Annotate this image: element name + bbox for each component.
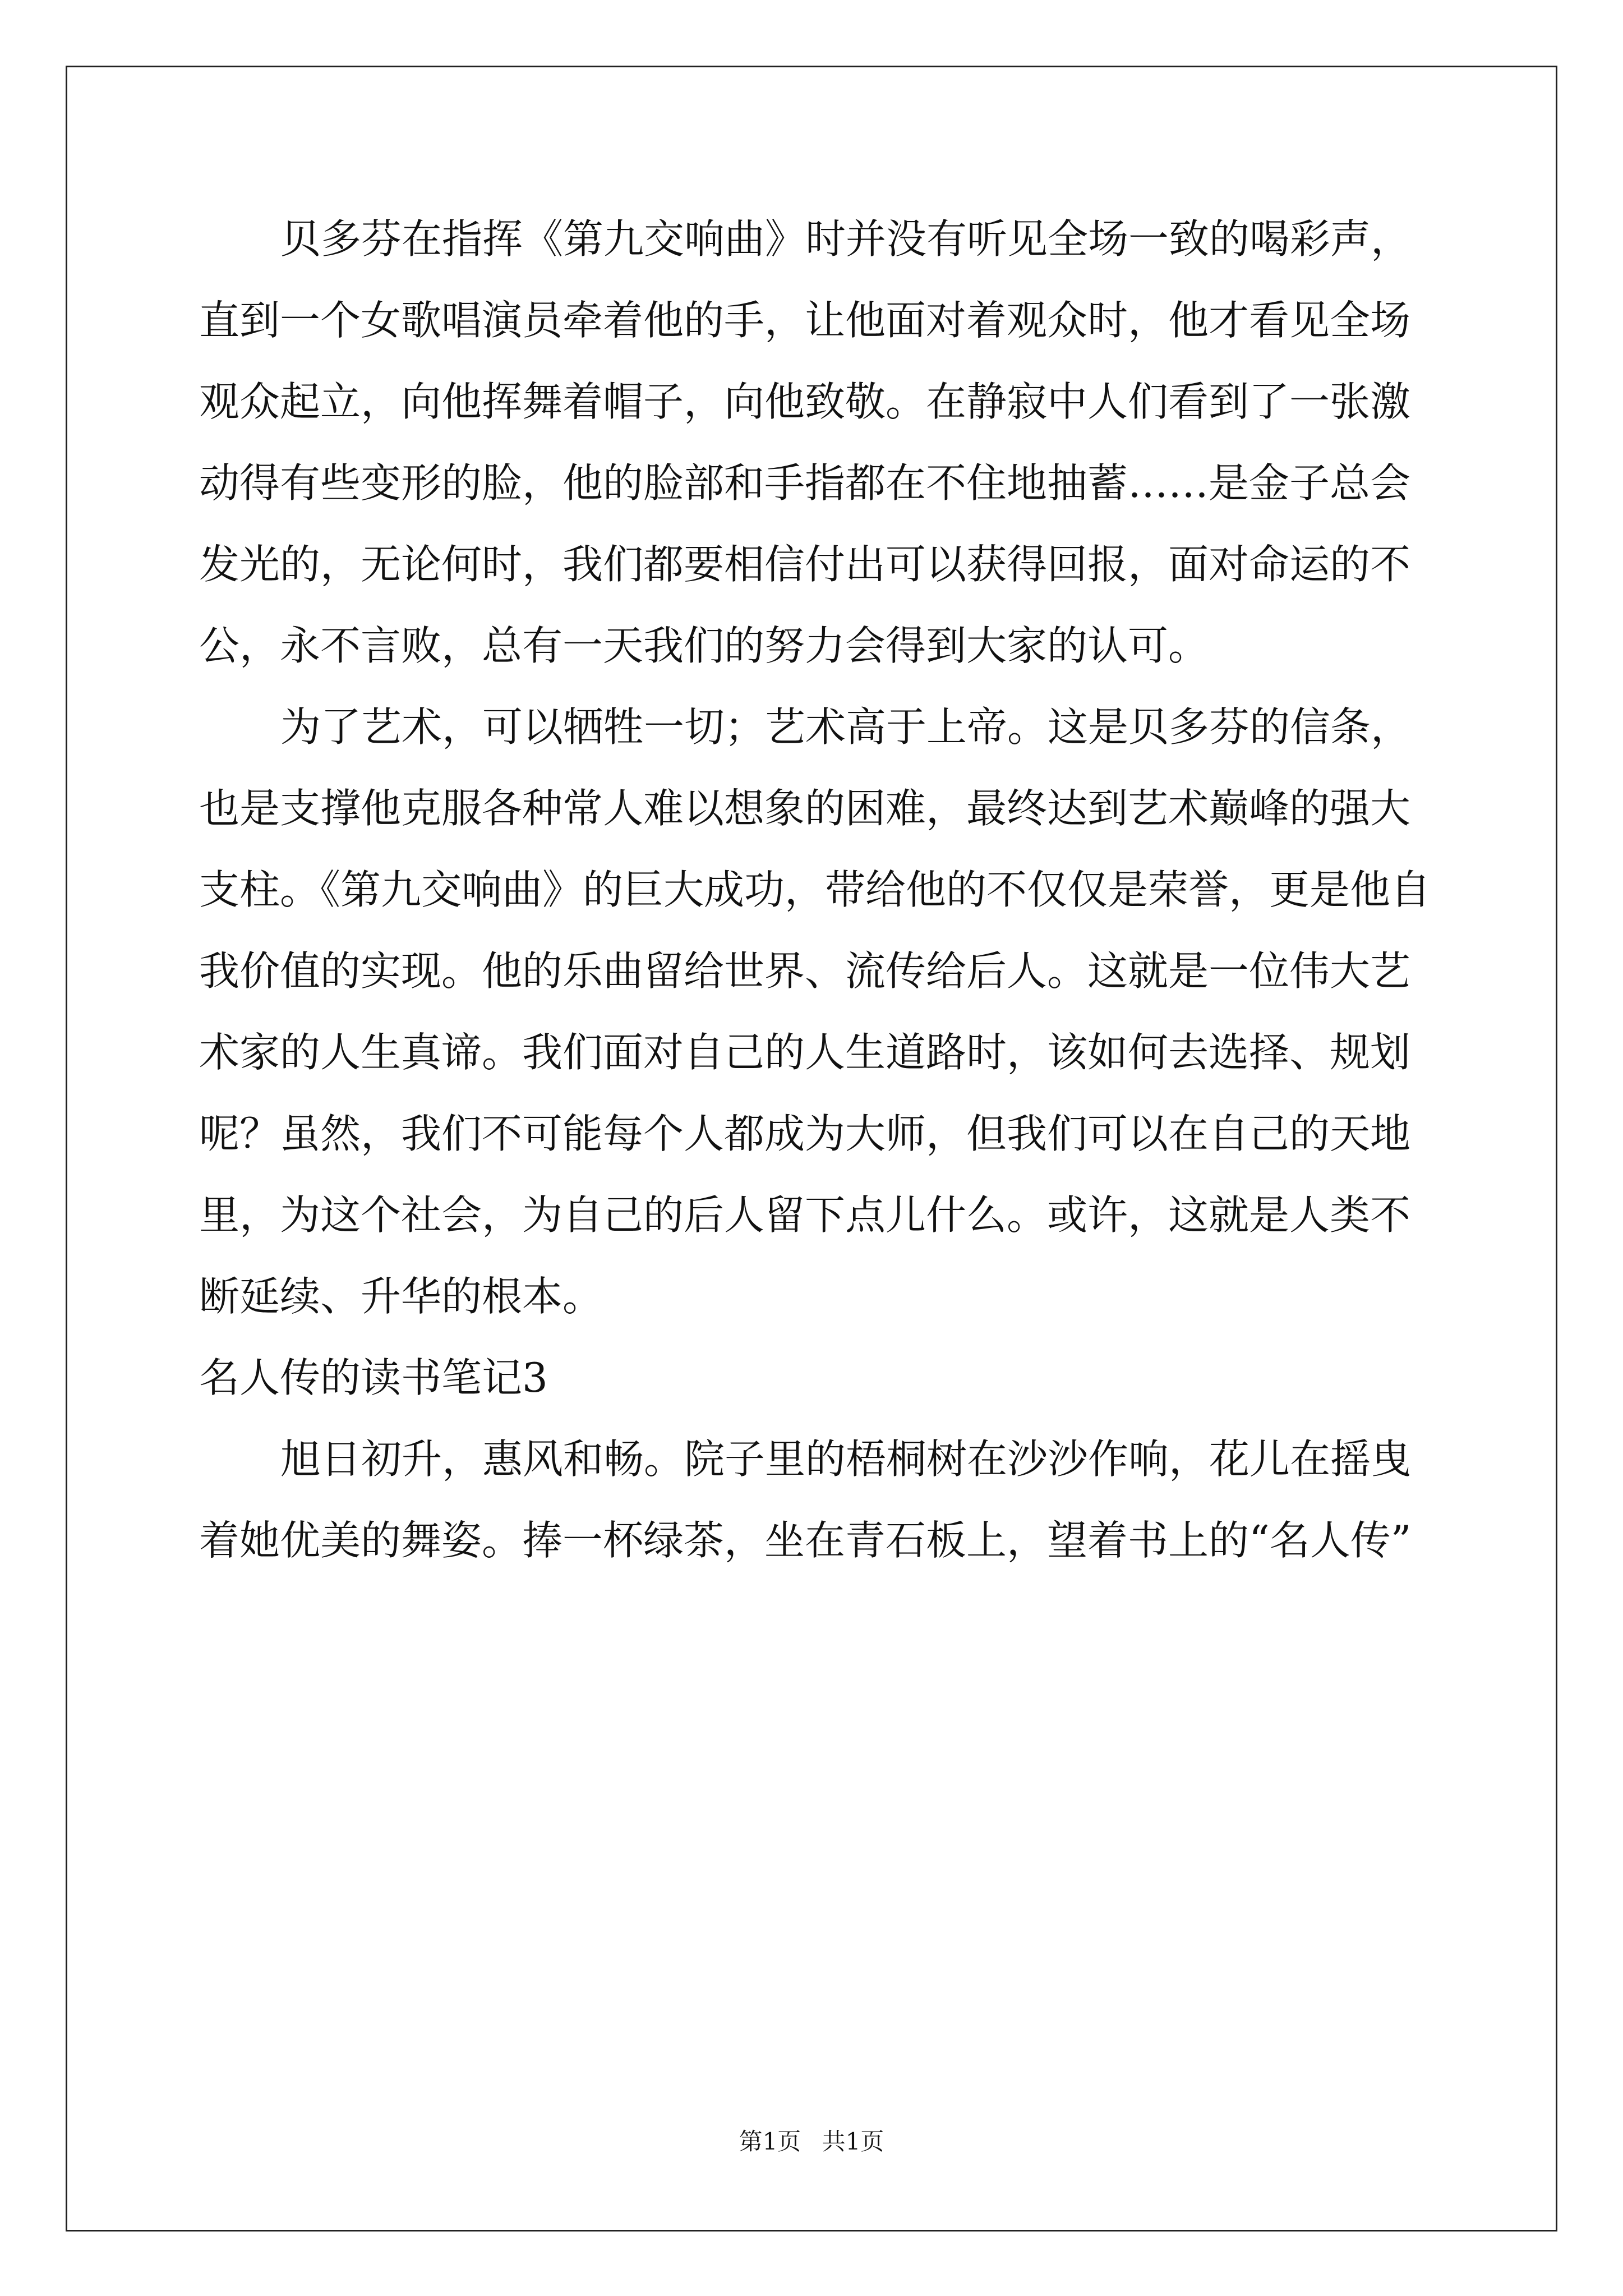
paragraph-1-line-5: 发光的，无论何时，我们都要相信付出可以获得回报，面对命运的不 [199, 541, 1411, 588]
paragraph-2-line-3: 支柱。《第九交响曲》的巨大成功，带给他的不仅仅是荣誉，更是他自 [199, 866, 1431, 913]
paragraph-3-line-2: 着她优美的舞姿。捧一杯绿茶，坐在青石板上，望着书上的“名人传” [199, 1517, 1412, 1564]
paragraph-2-line-4: 我价值的实现。他的乐曲留给世界、流传给后人。这就是一位伟大艺 [199, 947, 1411, 995]
page-total: 共1页 [822, 2128, 884, 2155]
paragraph-2-line-5: 术家的人生真谛。我们面对自己的人生道路时，该如何去选择、规划 [199, 1029, 1411, 1076]
paragraph-2-line-8: 断延续、升华的根本。 [199, 1273, 603, 1320]
paragraph-1-line-4: 动得有些变形的脸，他的脸部和手指都在不住地抽蓄……是金子总会 [199, 459, 1411, 507]
paragraph-3-line-1: 旭日初升，惠风和畅。院子里的梧桐树在沙沙作响，花儿在摇曳 [280, 1435, 1412, 1483]
page-number: 第1页 [739, 2128, 801, 2155]
paragraph-2-line-1: 为了艺术，可以牺牲一切；艺术高于上帝。这是贝多芬的信条， [280, 703, 1412, 751]
paragraph-2-line-7: 里，为这个社会，为自己的后人留下点儿什么。或许，这就是人类不 [199, 1191, 1411, 1239]
paragraph-2-line-2: 也是支撑他克服各种常人难以想象的困难，最终达到艺术巅峰的强大 [199, 785, 1411, 832]
paragraph-1-line-1: 贝多芬在指挥《第九交响曲》时并没有听见全场一致的喝彩声， [280, 215, 1412, 263]
paragraph-1-line-2: 直到一个女歌唱演员牵着他的手，让他面对着观众时，他才看见全场 [199, 297, 1411, 344]
paragraph-1-line-3: 观众起立，向他挥舞着帽子，向他致敬。在静寂中人们看到了一张激 [199, 378, 1411, 425]
section-heading: 名人传的读书笔记3 [199, 1354, 548, 1401]
page-footer [0, 2127, 1623, 2157]
paragraph-2-line-6: 呢？虽然，我们不可能每个人都成为大师，但我们可以在自己的天地 [199, 1110, 1411, 1157]
paragraph-1-line-6: 公，永不言败，总有一天我们的努力会得到大家的认可。 [199, 622, 1209, 669]
